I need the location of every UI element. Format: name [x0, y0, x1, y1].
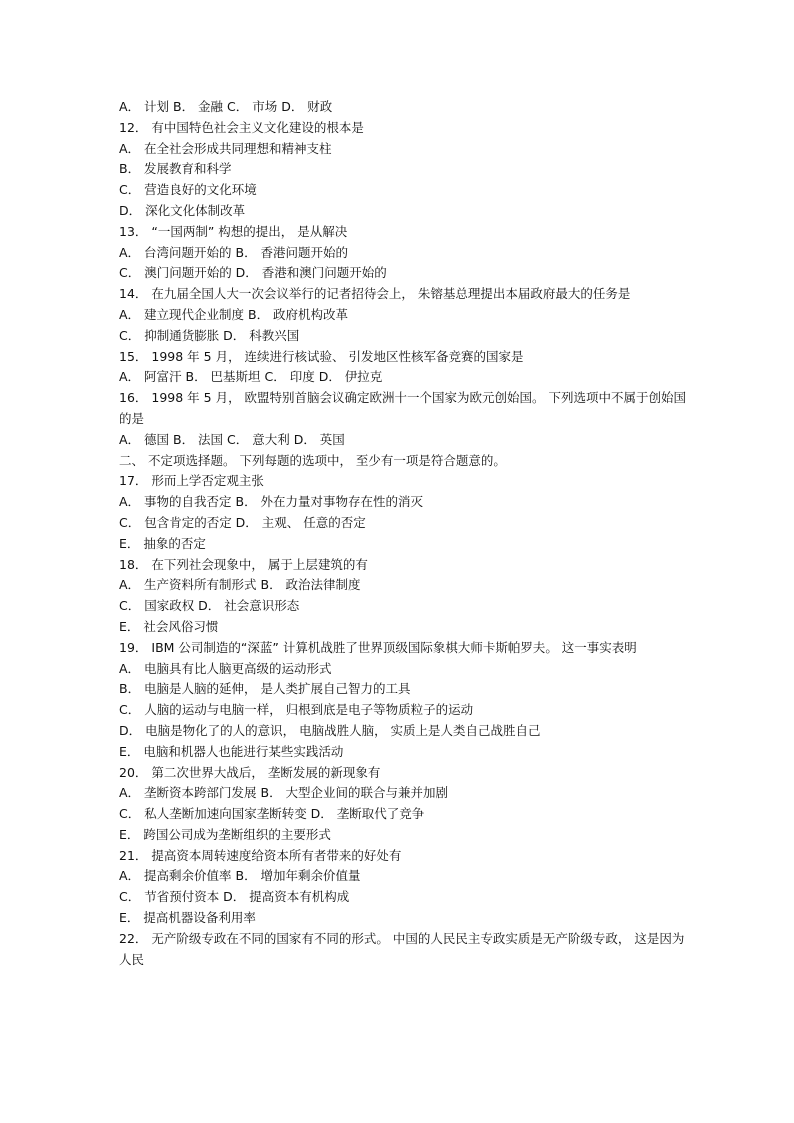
text-line: E． 提高机器设备利用率: [119, 910, 256, 926]
text-line: A． 阿富汗 B． 巴基斯坦 C． 印度 D． 伊拉克: [119, 369, 383, 385]
question-14: 14． 在九届全国人大一次会议举行的记者招待会上， 朱镕基总理提出本届政府最大的任务是: [119, 286, 631, 302]
text-line: C． 节省预付资本 D． 提高资本有机构成: [119, 889, 350, 905]
text-line: D． 电脑是物化了的人的意识， 电脑战胜人脑， 实质上是人类自己战胜自己: [119, 722, 541, 738]
text-line: B． 发展教育和科学: [119, 161, 232, 177]
question-16: 16． 1998 年 5 月， 欧盟特别首脑会议确定欧洲十一个国家为欧元创始国。 下列选项中不属于创始国的是: [119, 390, 687, 426]
text-line: D． 深化文化体制改革: [119, 202, 246, 218]
text-line: E． 跨国公司成为垄断组织的主要形式: [119, 826, 331, 842]
question-13: 13． “一国两制” 构想的提出， 是从解决: [119, 223, 348, 239]
question-19: 19． IBM 公司制造的“深蓝” 计算机战胜了世界顶级国际象棋大师卡斯帕罗夫。 这一事实表明: [119, 639, 637, 655]
text-line: C． 营造良好的文化环境: [119, 182, 257, 198]
text-line: B． 电脑是人脑的延伸， 是人类扩展自己智力的工具: [119, 681, 411, 697]
question-22: 22． 无产阶级专政在不同的国家有不同的形式。 中国的人民民主专政实质是无产阶级专政， 这是因为人民: [119, 930, 685, 967]
text-line: A． 垄断资本跨部门发展 B． 大型企业间的联合与兼并加剧: [119, 785, 449, 801]
text-line: A． 电脑具有比人脑更高级的运动形式: [119, 660, 332, 676]
text-line: E． 抽象的否定: [119, 535, 206, 551]
question-15: 15． 1998 年 5 月， 连续进行核试验、 引发地区性核军备竞赛的国家是: [119, 348, 524, 364]
text-line: E． 电脑和机器人也能进行某些实践活动: [119, 743, 344, 759]
section-heading: 二、 不定项选择题。 下列每题的选项中， 至少有一项是符合题意的。: [119, 452, 506, 468]
text-line: A． 在全社会形成共同理想和精神支柱: [119, 140, 332, 156]
text-line: C． 人脑的运动与电脑一样， 归根到底是电子等物质粒子的运动: [119, 702, 474, 718]
text-line: A． 计划 B． 金融 C． 市场 D． 财政: [119, 99, 333, 114]
text-line: C． 抑制通货膨胀 D． 科教兴国: [119, 327, 300, 343]
text-line: A． 台湾问题开始的 B． 香港问题开始的: [119, 244, 349, 260]
question-18: 18． 在下列社会现象中， 属于上层建筑的有: [119, 556, 368, 572]
text-line: C． 私人垄断加速向国家垄断转变 D． 垄断取代了竞争: [119, 806, 425, 822]
question-20: 20． 第二次世界大战后， 垄断发展的新现象有: [119, 764, 381, 780]
text-line: C． 澳门问题开始的 D． 香港和澳门问题开始的: [119, 265, 387, 281]
text-line: A． 生产资料所有制形式 B． 政治法律制度: [119, 577, 361, 593]
text-line: C． 包含肯定的否定 D． 主观、 任意的否定: [119, 514, 366, 530]
text-line: A． 提高剩余价值率 B． 增加年剩余价值量: [119, 868, 361, 884]
question-12: 12． 有中国特色社会主义文化建设的根本是: [119, 119, 364, 135]
text-line: A． 德国 B． 法国 C． 意大利 D． 英国: [119, 431, 345, 447]
question-17: 17． 形而上学否定观主张: [119, 473, 264, 489]
document-page: [119, 97, 689, 970]
text-line: A． 建立现代企业制度 B． 政府机构改革: [119, 306, 349, 322]
text-line: C． 国家政权 D． 社会意识形态: [119, 598, 300, 614]
question-21: 21． 提高资本周转速度给资本所有者带来的好处有: [119, 847, 402, 863]
text-line: E． 社会风俗习惯: [119, 618, 219, 634]
text-line: A． 事物的自我否定 B． 外在力量对事物存在性的消灭: [119, 494, 424, 510]
